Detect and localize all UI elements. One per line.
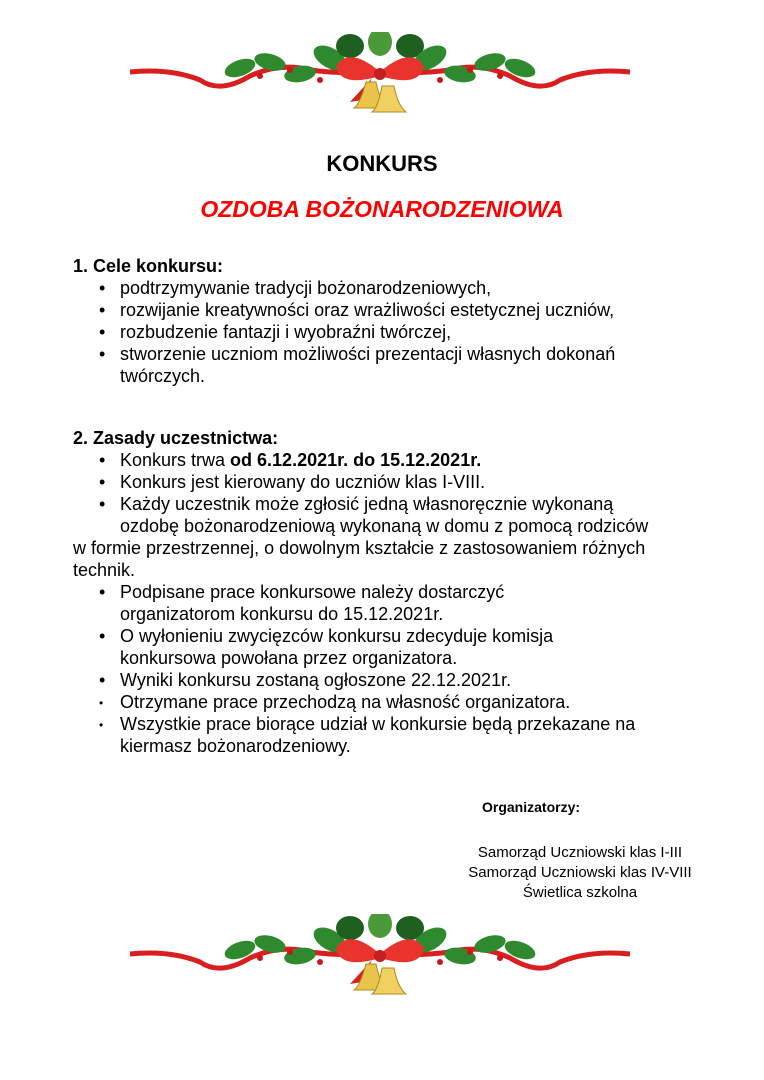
bullet-icon: • bbox=[99, 278, 106, 298]
christmas-garland-bottom bbox=[110, 914, 650, 1024]
section-goals-heading: 1. Cele konkursu: bbox=[73, 256, 224, 276]
rules-list bbox=[73, 449, 713, 537]
page-title: KONKURS bbox=[326, 151, 438, 176]
section-rules bbox=[73, 427, 713, 757]
organizer: Świetlica szkolna bbox=[522, 884, 638, 901]
organizers-label: Organizatorzy: bbox=[482, 799, 581, 815]
bullet-icon: • bbox=[99, 494, 106, 514]
list-item: • rozbudzenie fantazji i wyobraźni twórczej, bbox=[99, 322, 452, 342]
list-item: • stworzenie uczniom możliwości prezentacji własnych dokonań twórczych. bbox=[99, 344, 616, 386]
bullet-icon: • bbox=[99, 626, 106, 646]
list-item: • Konkurs trwa od 6.12.2021r. do 15.12.2021r. bbox=[99, 450, 482, 470]
bullet-icon: • bbox=[99, 322, 106, 342]
list-item: • Podpisane prace konkursowe należy dostarczyć organizatorom konkursu do 15.12.2021r. bbox=[99, 582, 505, 624]
contest-name: OZDOBA BOŻONARODZENIOWA bbox=[200, 196, 564, 222]
section-rules-heading: 2. Zasady uczestnictwa: bbox=[73, 428, 279, 448]
bullet-icon: • bbox=[99, 582, 106, 602]
contest-dates: od 6.12.2021r. do 15.12.2021r. bbox=[230, 450, 482, 470]
bullet-icon: • bbox=[99, 344, 106, 364]
list-item: • podtrzymywanie tradycji bożonarodzeniowych, bbox=[99, 278, 492, 298]
list-item: • Wszystkie prace biorące udział w konkursie będą przekazane na kiermasz bożonarodzeniowy. bbox=[99, 714, 636, 756]
organizer: Samorząd Uczniowski klas IV-VIII bbox=[468, 864, 692, 881]
rules-list-continued bbox=[73, 581, 713, 757]
rules-paragraph: w formie przestrzennej, o dowolnym kształcie z zastosowaniem różnych technik. bbox=[73, 538, 646, 580]
list-item: • Konkurs jest kierowany do uczniów klas I-VIII. bbox=[99, 472, 486, 492]
list-item: • O wyłonieniu zwycięzców konkursu zdecyduje komisja konkursowa powołana przez organizatora. bbox=[99, 626, 554, 668]
goals-list bbox=[73, 277, 713, 387]
section-goals bbox=[73, 255, 713, 387]
organizers-list bbox=[430, 843, 730, 903]
bullet-icon: • bbox=[99, 300, 106, 320]
bullet-icon: • bbox=[99, 450, 106, 470]
list-item: • rozwijanie kreatywności oraz wrażliwości estetycznej uczniów, bbox=[99, 300, 615, 320]
bullet-icon: • bbox=[99, 670, 106, 690]
list-item: • Otrzymane prace przechodzą na własność organizatora. bbox=[99, 692, 571, 712]
list-item: • Wyniki konkursu zostaną ogłoszone 22.12.2021r. bbox=[99, 670, 512, 690]
bullet-icon: • bbox=[99, 472, 106, 492]
bullet-icon: • bbox=[99, 718, 104, 732]
list-item: • Każdy uczestnik może zgłosić jedną własnoręcznie wykonaną ozdobę bożonarodzeniową wykonaną w domu z pomocą rodziców bbox=[99, 494, 649, 536]
bullet-icon: • bbox=[99, 696, 104, 710]
organizer: Samorząd Uczniowski klas I-III bbox=[477, 844, 683, 861]
christmas-garland-top bbox=[110, 32, 650, 142]
